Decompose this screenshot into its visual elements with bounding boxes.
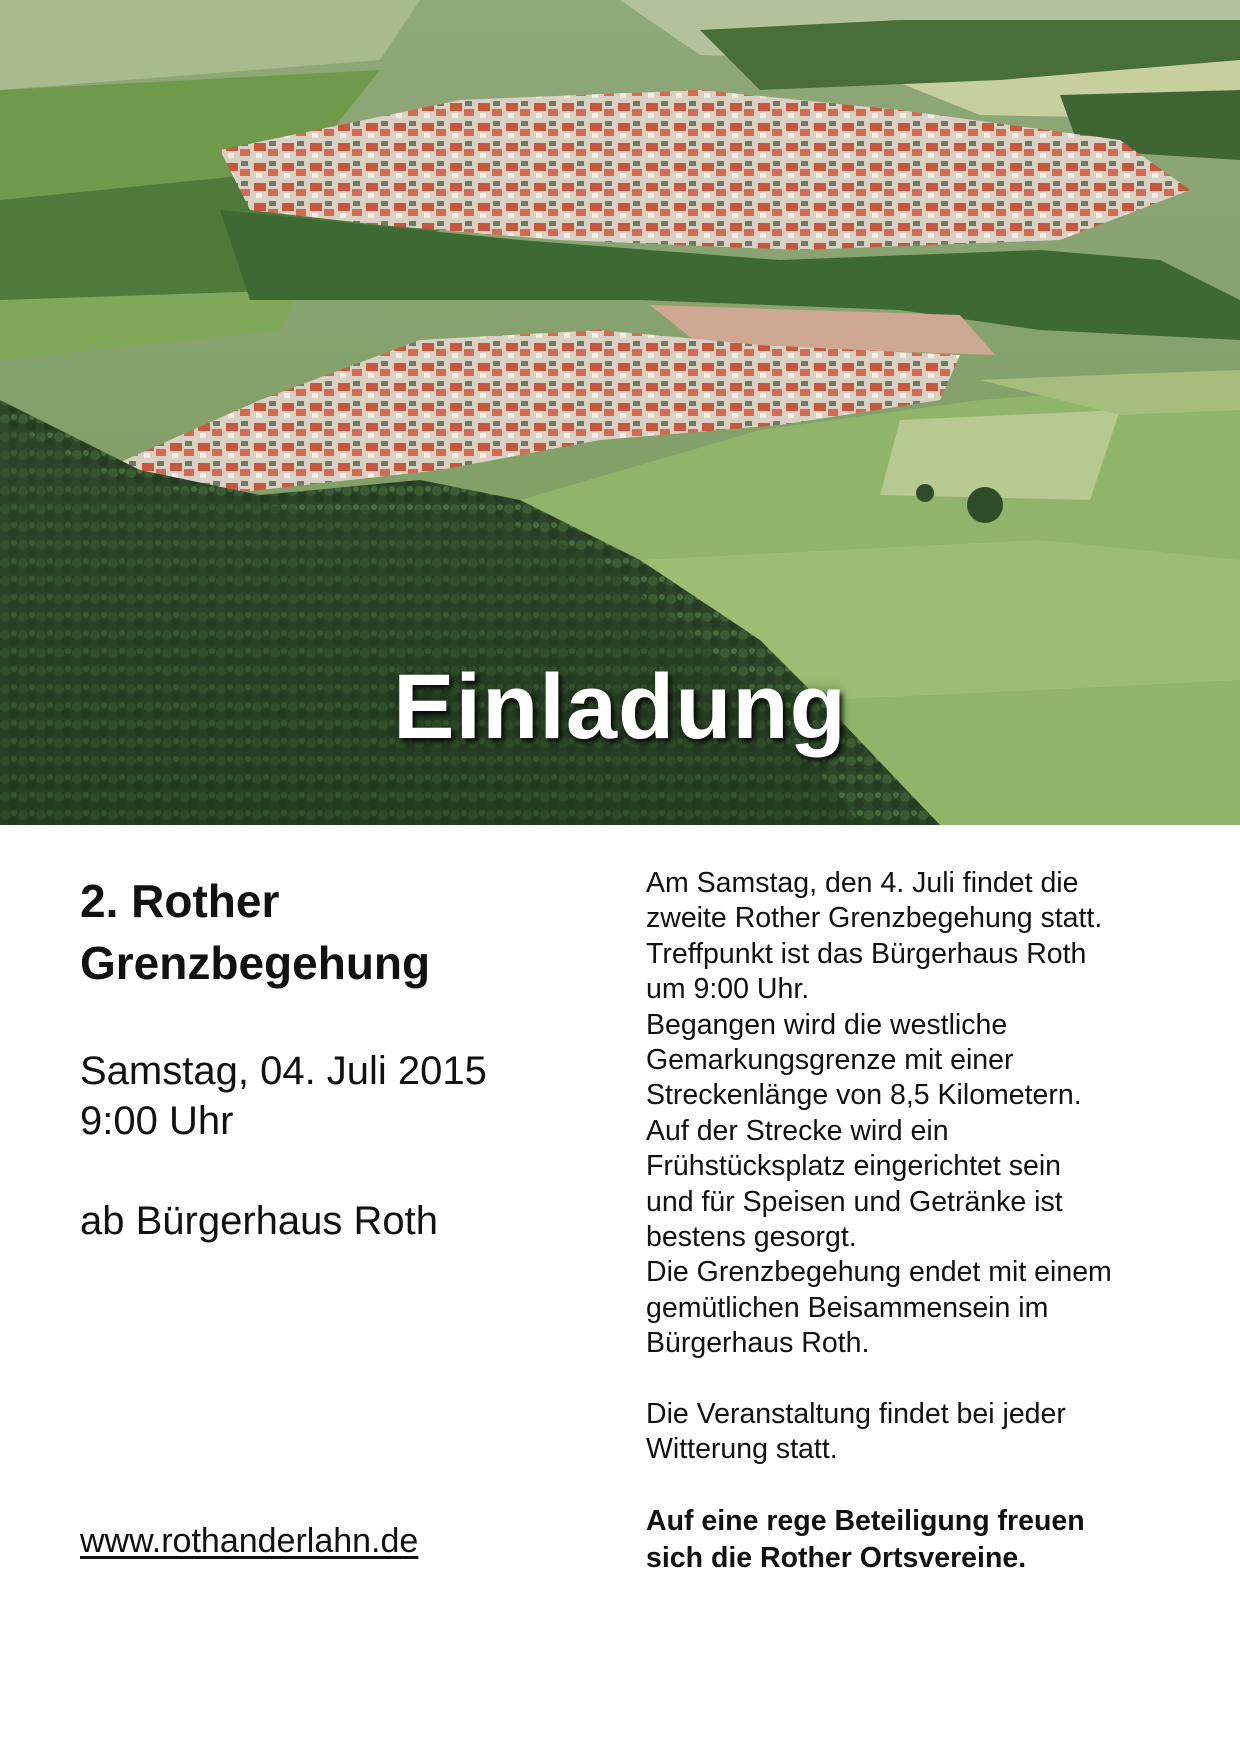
description-line: und für Speisen und Getränke ist xyxy=(646,1185,1063,1218)
description-line: Frühstücksplatz eingerichtet sein xyxy=(646,1150,1062,1183)
website-link[interactable]: www.rothanderlahn.de xyxy=(80,1522,419,1560)
closing-line-2: sich die Rother Ortsvereine. xyxy=(646,1542,1027,1575)
event-title-line-2: Grenzbegehung xyxy=(80,937,431,989)
weather-note-line-2: Witterung statt. xyxy=(646,1433,838,1466)
event-title xyxy=(80,870,580,994)
description-line: Begangen wird die westliche xyxy=(646,1008,1008,1041)
description-line: Die Grenzbegehung endet mit einem xyxy=(646,1256,1112,1289)
event-description xyxy=(646,866,1186,1577)
hero-photo xyxy=(0,0,1240,825)
event-date xyxy=(80,1046,580,1146)
paragraph-spacer xyxy=(646,1468,1186,1503)
description-line: bestens gesorgt. xyxy=(646,1221,857,1254)
description-line: um 9:00 Uhr. xyxy=(646,973,810,1006)
event-title-line-1: 2. Rother xyxy=(80,875,280,927)
description-line: Gemarkungsgrenze mit einer xyxy=(646,1044,1014,1077)
hero-heading: Einladung xyxy=(393,656,847,758)
description-line: gemütlichen Beisammensein im xyxy=(646,1291,1049,1324)
event-date-time: 9:00 Uhr xyxy=(80,1099,234,1143)
weather-note-line-1: Die Veranstaltung findet bei jeder xyxy=(646,1398,1066,1431)
description-line: Bürgerhaus Roth. xyxy=(646,1327,870,1360)
description-line: Treffpunkt ist das Bürgerhaus Roth xyxy=(646,937,1087,970)
event-place: ab Bürgerhaus Roth xyxy=(80,1199,439,1243)
closing-line-1: Auf eine rege Beteiligung freuen xyxy=(646,1505,1085,1538)
event-summary xyxy=(80,870,580,1246)
paragraph-spacer xyxy=(646,1362,1186,1397)
description-line: Auf der Strecke wird ein xyxy=(646,1114,949,1147)
description-line: Streckenlänge von 8,5 Kilometern. xyxy=(646,1079,1082,1112)
event-date-day: Samstag, 04. Juli 2015 xyxy=(80,1049,487,1093)
description-line: Am Samstag, den 4. Juli findet die xyxy=(646,867,1079,899)
description-line: zweite Rother Grenzbegehung statt. xyxy=(646,902,1103,935)
